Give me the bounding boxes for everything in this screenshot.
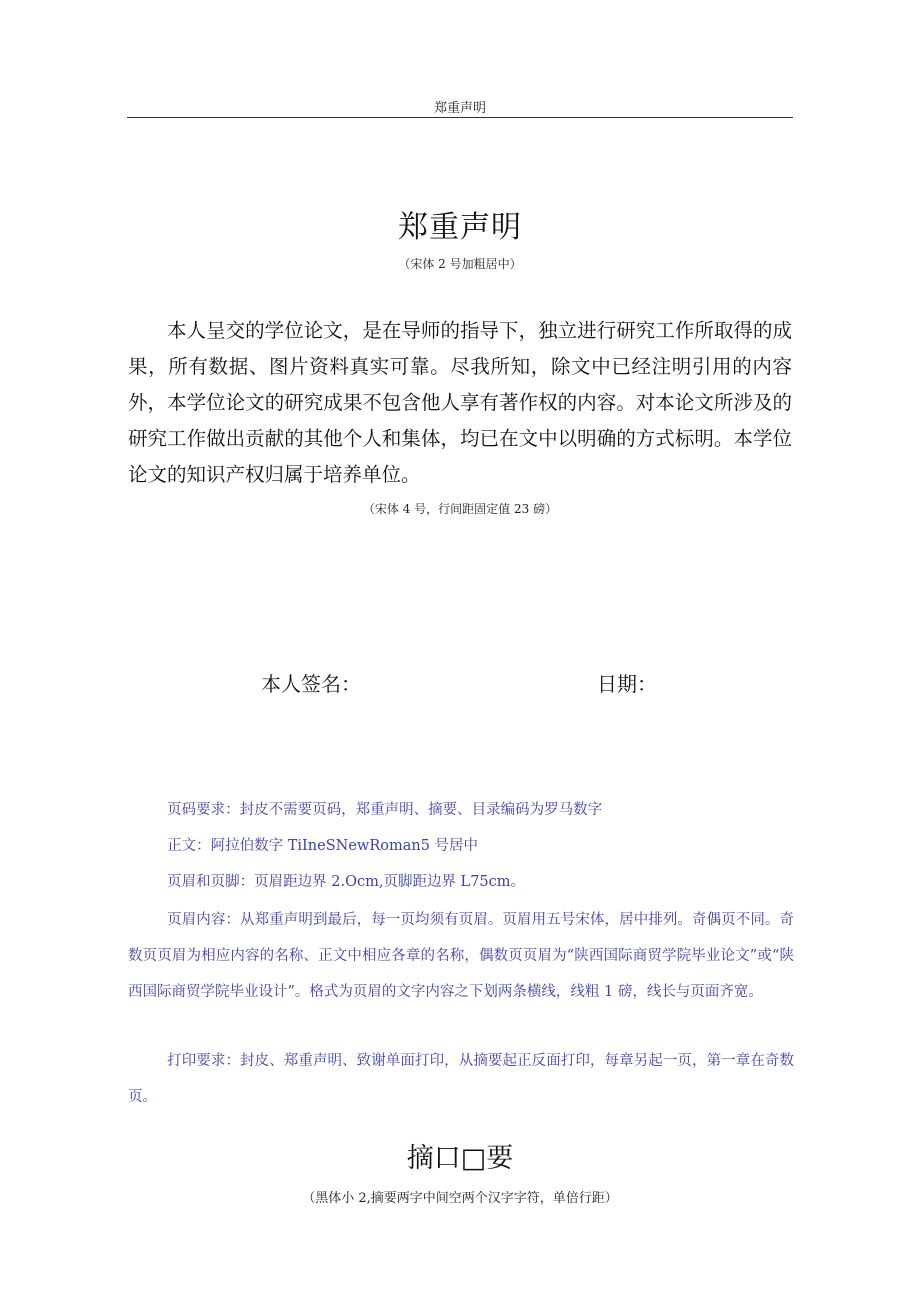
abstract-format-note: （黑体小 2,摘要两字中间空两个汉字字符，单倍行距）: [302, 1191, 618, 1206]
requirement-page-numbering: 页码要求：封皮不需要页码，郑重声明、摘要、目录编码为罗马数字: [167, 802, 603, 818]
requirement-margins: 页眉和页脚：页眉距边界 2.Ocm,页脚距边界 L75cm。: [167, 874, 526, 890]
title-format-note: （宋体 2 号加粗居中）: [398, 257, 522, 271]
body-format-note: （宋体 4 号，行间距固定值 23 磅）: [362, 502, 558, 516]
requirement-printing: 打印要求：封皮、郑重声明、致谢单面打印，从摘要起正反面打印，每章另起一页，第一章在奇数页。: [128, 1053, 794, 1105]
page-header-title: 郑重声明: [433, 101, 486, 116]
declaration-body: 本人呈交的学位论文，是在导师的指导下，独立进行研究工作所取得的成果，所有数据、图片资料真实可靠。尽我所知，除文中已经注明引用的内容外，本学位论文的研究成果不包含他人享有著作权的内容。对本论文所涉及的研究工作做出贡献的其他个人和集体，均已在文中以明确的方式标明。本学位论文的知识产权归属于培养单位。: [128, 319, 792, 486]
header-rule: [127, 117, 793, 118]
signature-label: 本人签名：: [261, 672, 361, 696]
declaration-title: 郑重声明: [398, 210, 522, 245]
requirement-header-content: 页眉内容：从郑重声明到最后，每一页均须有页眉。页眉用五号宋体，居中排列。奇偶页不同。奇数页页眉为相应内容的名称、正文中相应各章的名称，偶数页页眉为“陕西国际商贸学院毕业论文”或“陕西国际商贸学院毕业设计”。格式为页眉的文字内容之下划两条横线，线粗 1 磅，线长与页面齐宽。: [128, 912, 794, 1000]
requirement-body-text: 正文：阿拉伯数字 TiIneSNewRoman5 号居中: [167, 838, 479, 854]
abstract-title: 摘口□要: [406, 1143, 514, 1174]
date-label: 日期：: [597, 672, 657, 696]
